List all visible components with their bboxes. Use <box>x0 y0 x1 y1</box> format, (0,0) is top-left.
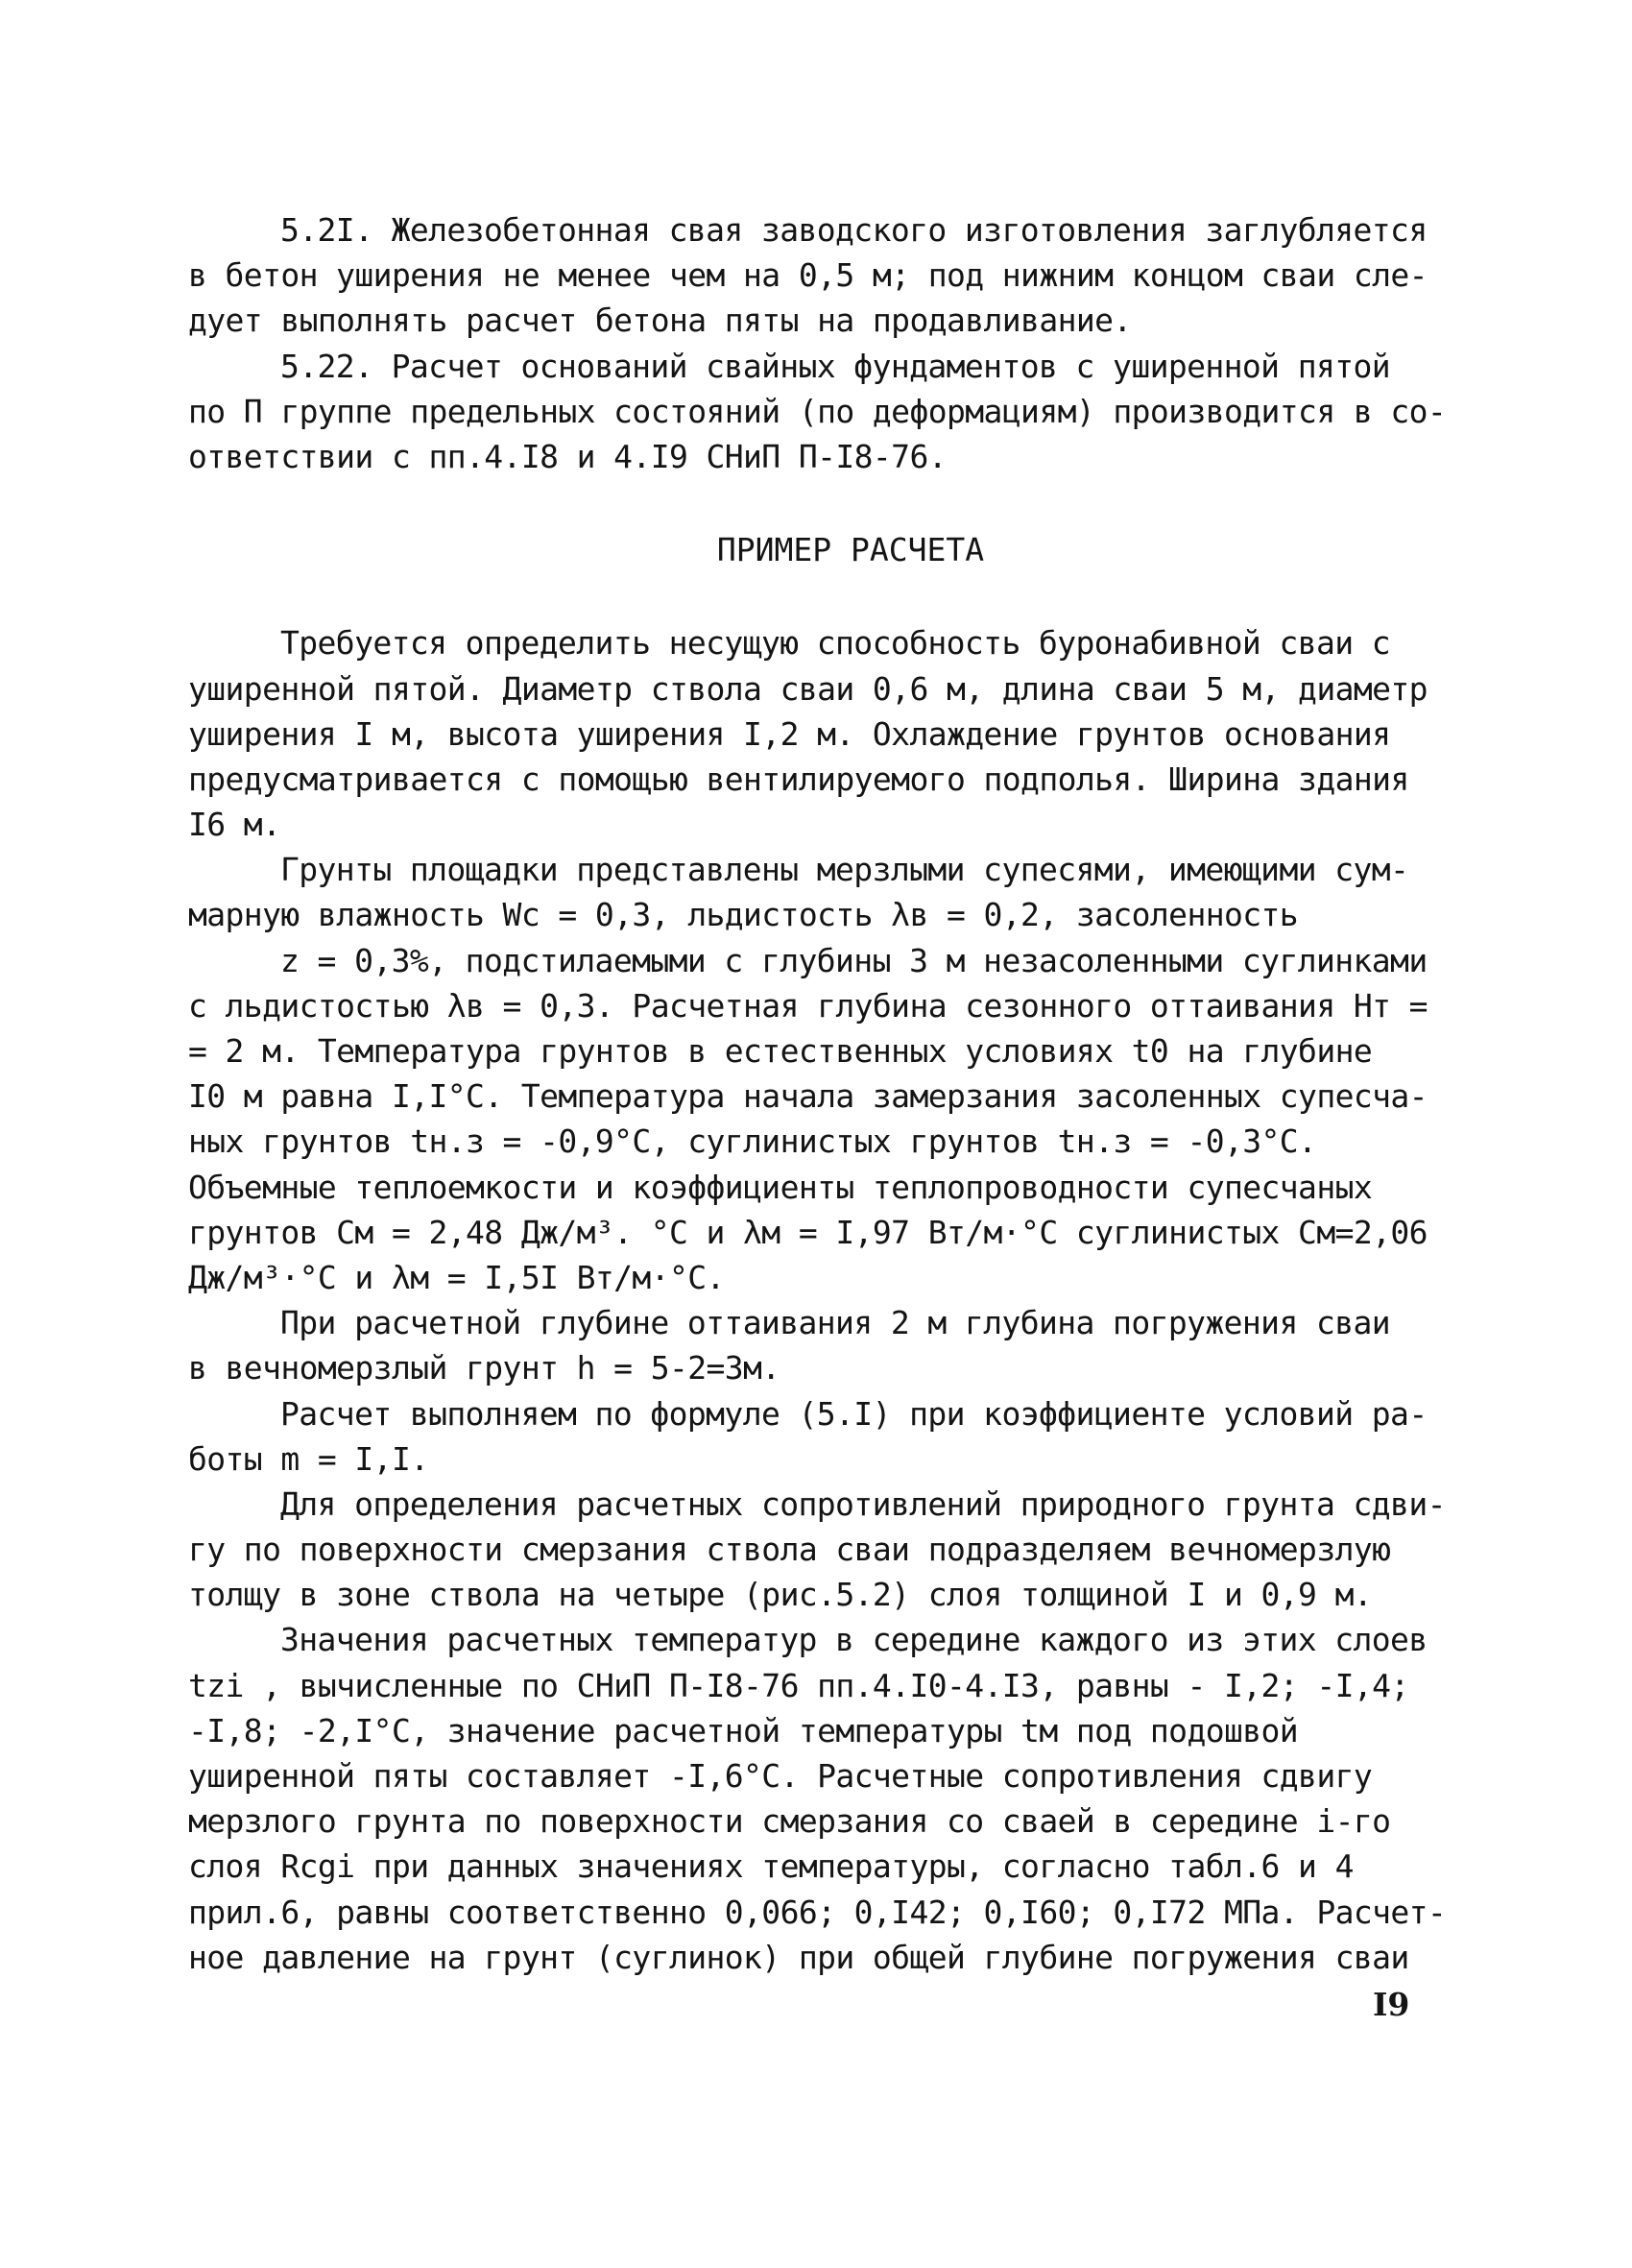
text-line: марную влажность Wc = 0,3, льдистость λв = 0,2, засоленность <box>188 896 1299 934</box>
text-line: I6 м. <box>188 806 281 844</box>
text-line: грунтов См = 2,48 Дж/м³. °С и λм = I,97 Вт/м·°С суглинистых См=2,06 <box>188 1213 1428 1251</box>
text-line: -I,8; -2,I°С, значение расчетной температуры tм под подошвой <box>188 1711 1299 1749</box>
text-line: 5.2I. Железобетонная свая заводского изготовления заглубляется <box>280 211 1428 249</box>
text-line: боты m = I,I. <box>188 1439 429 1478</box>
text-line: 5.22. Расчет оснований свайных фундаментов с уширенной пятой <box>280 347 1391 385</box>
text-line: предусматривается с помощью вентилируемого подполья. Ширина здания <box>188 760 1409 798</box>
text-line: уширения I м, высота уширения I,2 м. Охлаждение грунтов основания <box>188 714 1391 753</box>
text-line: прил.6, равны соответственно 0,066; 0,I42; 0,I60; 0,I72 МПа. Расчет- <box>188 1893 1447 1931</box>
text-line: уширенной пятой. Диаметр ствола сваи 0,6 м, длина сваи 5 м, диаметр <box>188 669 1428 708</box>
text-line: дует выполнять расчет бетона пяты на продавливание. <box>188 302 1132 340</box>
page-number: I9 <box>1373 1986 1410 2023</box>
text-line: ответствии с пп.4.I8 и 4.I9 СНиП П-I8-76. <box>188 437 947 475</box>
text-line: в бетон уширения не менее чем на 0,5 м; под нижним концом сваи сле- <box>188 256 1428 295</box>
text-line: ных грунтов tн.з = -0,9°С, суглинистых грунтов tн.з = -0,3°С. <box>188 1122 1317 1161</box>
text-line: При расчетной глубине оттаивания 2 м глубина погружения сваи <box>280 1304 1391 1342</box>
text-line: толщу в зоне ствола на четыре (рис.5.2) слоя толщиной I и 0,9 м. <box>188 1576 1373 1614</box>
text-line: ное давление на грунт (суглинок) при общей глубине погружения сваи <box>188 1938 1409 1976</box>
text-line: = 2 м. Температура грунтов в естественных условиях t0 на глубине <box>188 1032 1373 1070</box>
text-line: в вечномерзлый грунт h = 5-2=3м. <box>188 1349 780 1387</box>
text-line: слоя Rcgi при данных значениях температуры, согласно табл.6 и 4 <box>188 1847 1354 1886</box>
text-line: z = 0,3%, подстилаемыми с глубины 3 м незасоленными суглинками <box>280 941 1428 979</box>
text-line: Для определения расчетных сопротивлений природного грунта сдви- <box>280 1484 1446 1523</box>
text-line: Требуется определить несущую способность буронабивной сваи с <box>280 624 1391 663</box>
section-heading: ПРИМЕР РАСЧЕТА <box>716 531 985 569</box>
text-line: Значения расчетных температур в середине каждого из этих слоев <box>280 1621 1428 1659</box>
text-line: с льдистостью λв = 0,3. Расчетная глубина сезонного оттаивания Hт = <box>188 986 1428 1025</box>
text-line: Грунты площадки представлены мерзлыми супесями, имеющими сум- <box>280 851 1409 889</box>
text-line: по П группе предельных состояний (по деформациям) производится в со- <box>188 392 1447 430</box>
text-line: Дж/м³·°С и λм = I,5I Вт/м·°С. <box>188 1258 725 1296</box>
text-line: мерзлого грунта по поверхности смерзания со сваей в середине i-го <box>188 1802 1391 1841</box>
body-text <box>188 207 1455 1980</box>
text-line: tzi , вычисленные по СНиП П-I8-76 пп.4.I0-4.I3, равны - I,2; -I,4; <box>188 1666 1409 1704</box>
text-line: Расчет выполняем по формуле (5.I) при коэффициенте условий ра- <box>280 1394 1428 1433</box>
text-line: Объемные теплоемкости и коэффициенты теплопроводности супесчаных <box>188 1168 1373 1206</box>
text-line: уширенной пяты составляет -I,6°С. Расчетные сопротивления сдвигу <box>188 1757 1373 1795</box>
text-line: гу по поверхности смерзания ствола сваи подразделяем вечномерзлую <box>188 1531 1391 1569</box>
text-line: I0 м равна I,I°С. Температура начала замерзания засоленных супесча- <box>188 1077 1428 1116</box>
